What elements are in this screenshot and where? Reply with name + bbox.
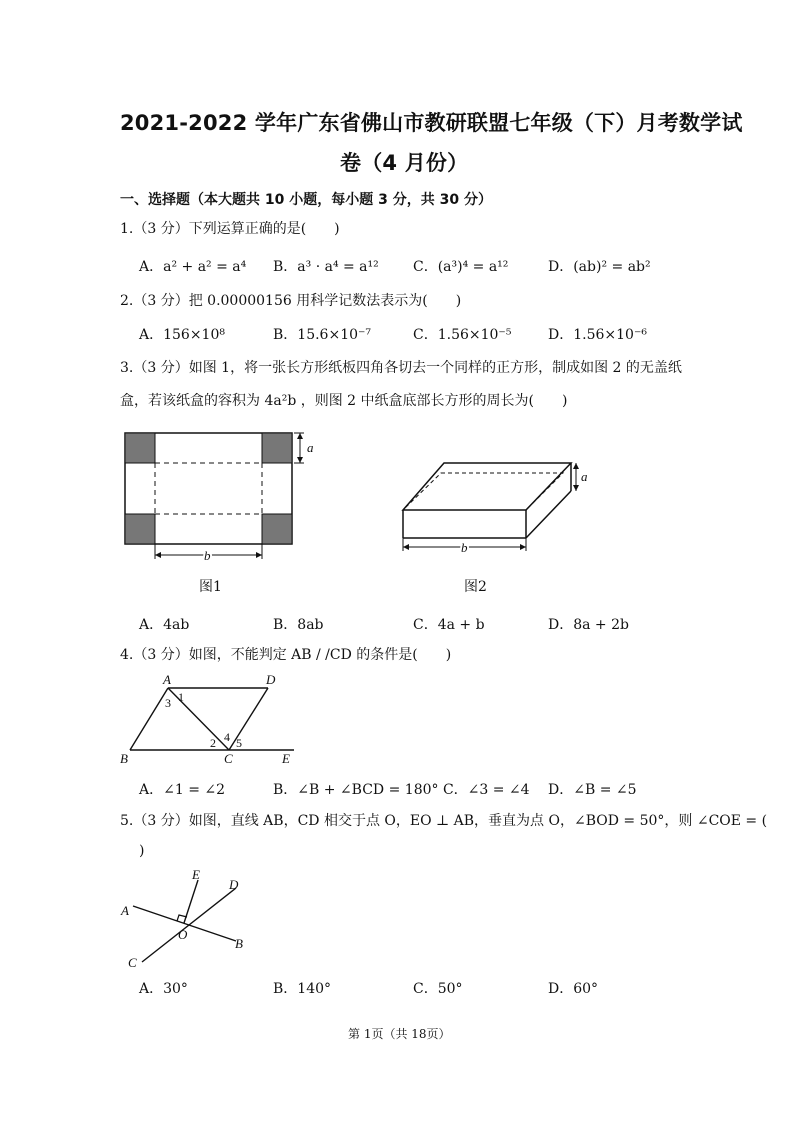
question-3-option-a: A．4ab — [139, 617, 190, 633]
question-3-option-b: B．8ab — [273, 617, 324, 633]
question-5-option-b: B．140° — [273, 981, 332, 997]
question-2-option-a: A．156×10⁸ — [139, 327, 225, 343]
figure-q4-parallelogram — [116, 672, 316, 767]
question-2-option-c: C．1.56×10⁻⁵ — [413, 327, 512, 343]
question-3-option-c: C．4a + b — [413, 617, 485, 633]
svg-text:A: A — [121, 903, 129, 918]
question-4-option-bc: B．∠B + ∠BCD = 180° C．∠3 = ∠4 — [273, 782, 530, 798]
question-1-option-a: A．a² + a² = a⁴ — [139, 259, 247, 275]
figure-2-box — [398, 458, 598, 568]
figure-1-cardboard — [118, 428, 318, 568]
question-3-stem-line2: 盒，若该纸盒的容积为 4a²b ，则图 2 中纸盒底部长方形的周长为( ) — [120, 393, 568, 409]
fig1-label-a: a — [307, 440, 314, 455]
q5-line-cd — [142, 888, 236, 962]
figure-q5-intersecting-lines — [118, 866, 268, 976]
question-5-stem-line1: 5.（3 分）如图，直线 AB，CD 相交于点 O，EO ⊥ AB，垂直为点 O，∠BOD = 50°，则 ∠COE = ( — [120, 813, 768, 829]
question-1-option-c: C．(a³)⁴ = a¹² — [413, 259, 509, 275]
question-2-stem: 2.（3 分）把 0.00000156 用科学记数法表示为( ) — [120, 293, 462, 309]
page-title-line2: 卷（4 月份） — [340, 151, 469, 175]
figure-1-caption: 图1 — [199, 579, 222, 595]
fig2-label-b: b — [461, 540, 468, 555]
question-5-option-c: C．50° — [413, 981, 463, 997]
svg-text:O: O — [178, 927, 188, 942]
question-1-stem: 1.（3 分）下列运算正确的是( ) — [120, 221, 340, 237]
svg-text:E: E — [192, 867, 200, 882]
fig2-top-face — [403, 463, 571, 510]
svg-text:B: B — [235, 936, 243, 951]
svg-text:1: 1 — [178, 690, 184, 704]
q4-line-ab — [130, 688, 168, 750]
svg-text:C: C — [128, 955, 137, 970]
question-1-option-b: B．a³ · a⁴ = a¹² — [273, 259, 379, 275]
question-5-stem-line2: ) — [139, 843, 145, 859]
question-4-stem: 4.（3 分）如图，不能判定 AB / /CD 的条件是( ) — [120, 647, 452, 663]
svg-text:B: B — [120, 751, 128, 766]
question-3-option-d: D．8a + 2b — [548, 617, 629, 633]
fig1-corner-tl — [125, 433, 155, 463]
question-2-option-b: B．15.6×10⁻⁷ — [273, 327, 372, 343]
svg-text:C: C — [224, 751, 233, 766]
fig2-label-a: a — [581, 469, 588, 484]
fig1-corner-tr — [262, 433, 292, 463]
fig1-label-b: b — [204, 548, 211, 563]
svg-text:5: 5 — [236, 736, 242, 750]
question-4-option-a: A．∠1 = ∠2 — [139, 782, 226, 798]
svg-text:2: 2 — [210, 736, 216, 750]
section-heading: 一、选择题（本大题共 10 小题，每小题 3 分，共 30 分） — [120, 192, 492, 208]
question-5-option-d: D．60° — [548, 981, 599, 997]
fig1-corner-br — [262, 514, 292, 544]
page-footer: 第 1页（共 18页） — [348, 1027, 451, 1041]
page-title-line1: 2021-2022 学年广东省佛山市教研联盟七年级（下）月考数学试 — [120, 111, 743, 135]
svg-text:D: D — [229, 877, 239, 892]
figure-2-caption: 图2 — [464, 579, 487, 595]
fig1-corner-bl — [125, 514, 155, 544]
svg-text:E: E — [282, 751, 290, 766]
svg-text:3: 3 — [165, 696, 171, 710]
svg-text:A: A — [163, 672, 171, 687]
question-4-option-d: D．∠B = ∠5 — [548, 782, 637, 798]
question-3-stem-line1: 3.（3 分）如图 1，将一张长方形纸板四角各切去一个同样的正方形，制成如图 2 的无盖纸 — [120, 360, 682, 376]
question-1-option-d: D．(ab)² = ab² — [548, 259, 651, 275]
question-2-option-d: D．1.56×10⁻⁶ — [548, 327, 647, 343]
svg-text:D: D — [266, 672, 276, 687]
question-5-option-a: A．30° — [139, 981, 188, 997]
fig2-inner-rim — [403, 473, 563, 510]
svg-text:4: 4 — [224, 730, 230, 744]
q4-line-cd — [229, 688, 268, 750]
